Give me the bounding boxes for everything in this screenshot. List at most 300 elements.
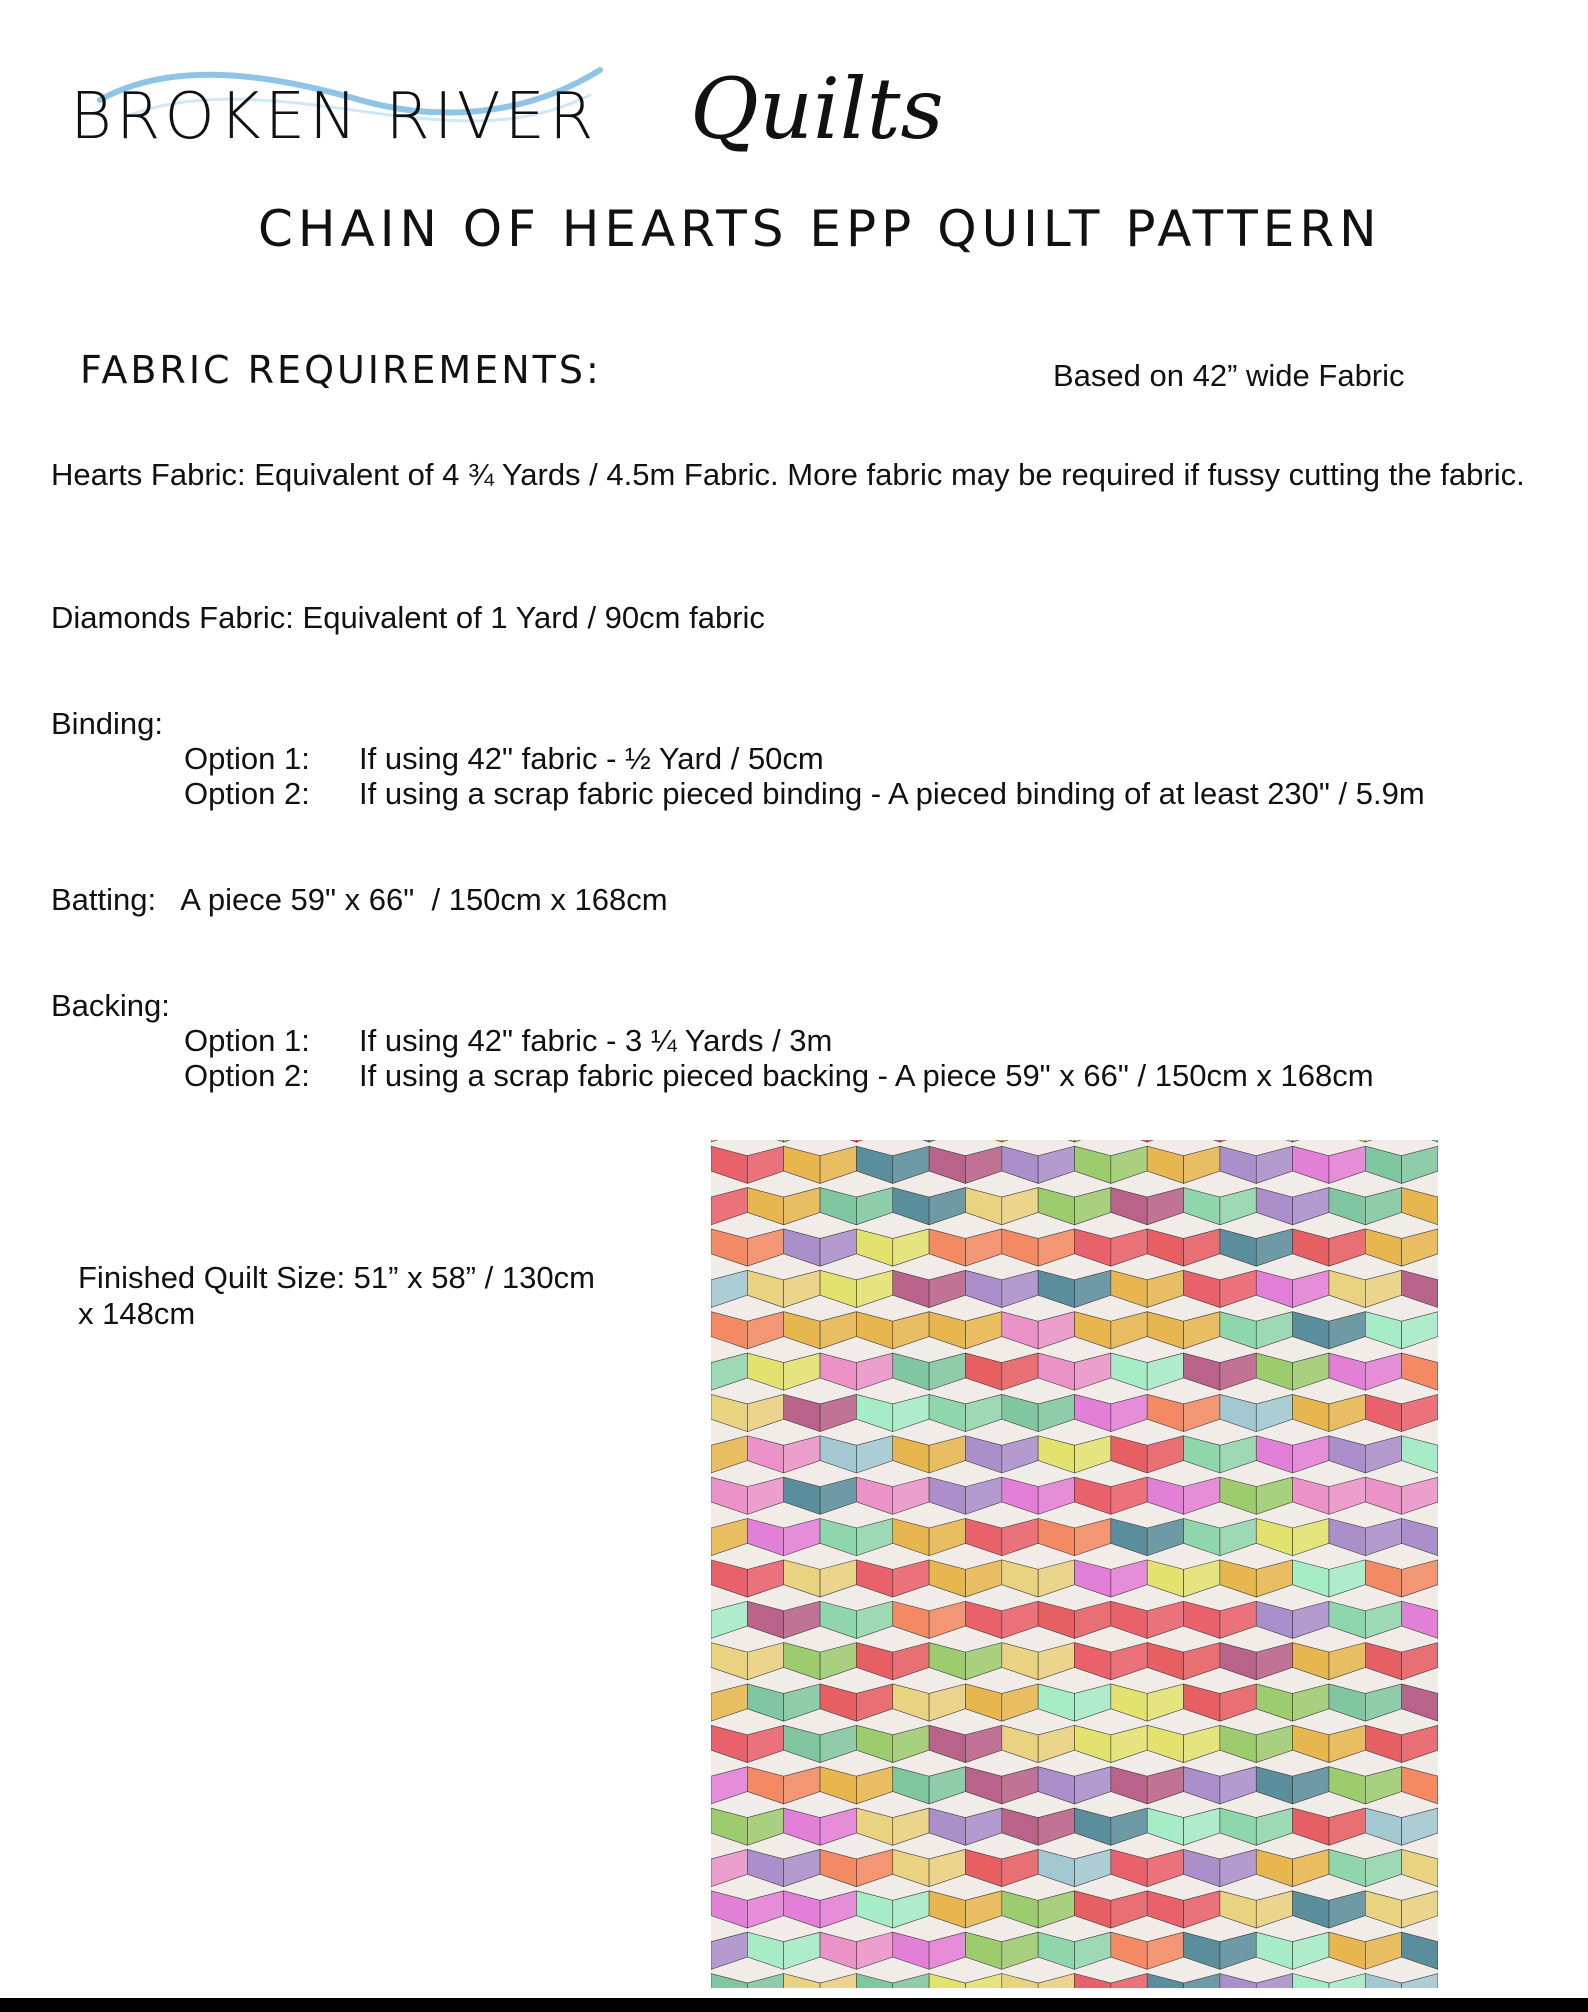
heart-half [1220, 1808, 1256, 1845]
heart-half [1038, 1684, 1074, 1721]
heart-half [1184, 1270, 1220, 1307]
heart-half [1329, 1684, 1365, 1721]
heart-half [1256, 1394, 1292, 1431]
fabric-requirements-heading: FABRIC REQUIREMENTS: [80, 348, 602, 392]
heart-half [1329, 1353, 1365, 1390]
heart-half [1220, 1767, 1256, 1804]
heart-half [1111, 1518, 1147, 1555]
heart-half [1038, 1188, 1074, 1225]
heart-half [747, 1312, 783, 1349]
heart-half [820, 1643, 856, 1680]
heart-half [893, 1849, 929, 1886]
heart-half [711, 1601, 747, 1638]
heart-half [1038, 1312, 1074, 1349]
heart-half [1075, 1725, 1111, 1762]
heart-half [856, 1974, 892, 1988]
heart-half [747, 1477, 783, 1514]
heart-half [1293, 1684, 1329, 1721]
heart-half [1402, 1560, 1438, 1597]
heart-half [1111, 1601, 1147, 1638]
heart-half [1147, 1140, 1183, 1142]
heart-half [711, 1229, 747, 1266]
heart-half [1329, 1932, 1365, 1969]
heart-half [1147, 1601, 1183, 1638]
heart-half [820, 1312, 856, 1349]
heart-half [747, 1436, 783, 1473]
heart-half [1402, 1270, 1438, 1307]
heart-half [1365, 1560, 1401, 1597]
heart-half [784, 1477, 820, 1514]
heart-half [784, 1146, 820, 1183]
heart-half [1184, 1140, 1220, 1142]
heart-half [1002, 1353, 1038, 1390]
heart-half [1111, 1767, 1147, 1804]
heart-half [1402, 1518, 1438, 1555]
heart-half [784, 1312, 820, 1349]
heart-half [1365, 1312, 1401, 1349]
option-label: Option 2: [184, 1058, 310, 1093]
heart-half [893, 1353, 929, 1390]
heart-half [893, 1518, 929, 1555]
heart-half [1256, 1601, 1292, 1638]
heart-half [1038, 1725, 1074, 1762]
heart-half [1147, 1808, 1183, 1845]
heart-half [747, 1146, 783, 1183]
heart-half [1002, 1974, 1038, 1988]
heart-half [1293, 1140, 1329, 1142]
heart-half [1220, 1974, 1256, 1988]
heart-half [1329, 1229, 1365, 1266]
heart-half [1220, 1684, 1256, 1721]
heart-half [820, 1974, 856, 1988]
heart-half [929, 1353, 965, 1390]
heart-half [1147, 1560, 1183, 1597]
heart-half [820, 1808, 856, 1845]
heart-half [1075, 1477, 1111, 1514]
heart-half [1075, 1560, 1111, 1597]
heart-half [1365, 1518, 1401, 1555]
heart-half [1147, 1229, 1183, 1266]
heart-half [856, 1140, 892, 1142]
heart-half [1147, 1353, 1183, 1390]
heart-half [1075, 1808, 1111, 1845]
heart-half [1402, 1808, 1438, 1845]
heart-half [1256, 1477, 1292, 1514]
heart-half [711, 1518, 747, 1555]
heart-half [711, 1684, 747, 1721]
brand-logo [70, 60, 970, 170]
heart-half [1075, 1767, 1111, 1804]
heart-half [1038, 1353, 1074, 1390]
heart-half [1075, 1394, 1111, 1431]
heart-half [1184, 1560, 1220, 1597]
heart-half [1184, 1643, 1220, 1680]
heart-half [1038, 1560, 1074, 1597]
heart-half [1365, 1394, 1401, 1431]
heart-half [1220, 1725, 1256, 1762]
heart-half [1256, 1725, 1292, 1762]
heart-half [929, 1932, 965, 1969]
heart-half [820, 1684, 856, 1721]
heart-half [856, 1849, 892, 1886]
heart-half [1111, 1974, 1147, 1988]
heart-half [1038, 1932, 1074, 1969]
heart-half [711, 1477, 747, 1514]
heart-half [784, 1188, 820, 1225]
heart-half [929, 1394, 965, 1431]
heart-half [856, 1477, 892, 1514]
heart-half [820, 1601, 856, 1638]
heart-half [1293, 1643, 1329, 1680]
heart-half [1220, 1560, 1256, 1597]
heart-half [1329, 1808, 1365, 1845]
heart-half [1220, 1891, 1256, 1928]
heart-half [1184, 1974, 1220, 1988]
heart-half [1111, 1477, 1147, 1514]
heart-half [1293, 1725, 1329, 1762]
heart-half [1293, 1808, 1329, 1845]
heart-half [856, 1436, 892, 1473]
heart-half [1075, 1270, 1111, 1307]
heart-half [1220, 1643, 1256, 1680]
heart-half [1293, 1394, 1329, 1431]
heart-half [1002, 1477, 1038, 1514]
heart-half [1075, 1849, 1111, 1886]
brand-name: BROKEN RIVER [70, 80, 598, 154]
heart-half [965, 1891, 1001, 1928]
heart-half [1147, 1849, 1183, 1886]
heart-half [820, 1891, 856, 1928]
heart-half [1002, 1725, 1038, 1762]
option-label: Option 1: [184, 741, 310, 776]
heart-half [856, 1560, 892, 1597]
heart-half [1365, 1436, 1401, 1473]
heart-half [1293, 1146, 1329, 1183]
heart-half [820, 1140, 856, 1142]
heart-half [1402, 1436, 1438, 1473]
heart-half [1256, 1270, 1292, 1307]
heart-half [1293, 1353, 1329, 1390]
heart-half [1147, 1725, 1183, 1762]
option-text: If using 42" fabric - 3 ¼ Yards / 3m [359, 1023, 833, 1058]
heart-half [1293, 1974, 1329, 1988]
binding-option-2 [184, 776, 1584, 811]
heart-half [784, 1518, 820, 1555]
heart-half [1256, 1849, 1292, 1886]
heart-half [747, 1849, 783, 1886]
heart-half [820, 1353, 856, 1390]
heart-half [1329, 1518, 1365, 1555]
heart-half [1075, 1229, 1111, 1266]
heart-half [1184, 1188, 1220, 1225]
heart-half [929, 1477, 965, 1514]
heart-half [784, 1974, 820, 1988]
heart-half [747, 1188, 783, 1225]
heart-half [1038, 1643, 1074, 1680]
heart-half [1111, 1146, 1147, 1183]
heart-half [1329, 1312, 1365, 1349]
heart-half [1147, 1436, 1183, 1473]
heart-half [1111, 1891, 1147, 1928]
heart-half [784, 1560, 820, 1597]
heart-half [1075, 1312, 1111, 1349]
heart-half [711, 1643, 747, 1680]
heart-half [1329, 1849, 1365, 1886]
heart-half [1293, 1270, 1329, 1307]
heart-half [929, 1436, 965, 1473]
heart-half [1147, 1891, 1183, 1928]
heart-half [820, 1146, 856, 1183]
heart-half [784, 1436, 820, 1473]
heart-half [1075, 1601, 1111, 1638]
heart-half [1220, 1849, 1256, 1886]
binding-label: Binding: [51, 706, 164, 741]
heart-half [747, 1270, 783, 1307]
heart-half [747, 1891, 783, 1928]
heart-half [1293, 1560, 1329, 1597]
heart-half [747, 1684, 783, 1721]
heart-half [1256, 1932, 1292, 1969]
heart-half [784, 1849, 820, 1886]
heart-half [784, 1229, 820, 1266]
pattern-title: CHAIN OF HEARTS EPP QUILT PATTERN [258, 200, 1382, 258]
heart-half [1365, 1684, 1401, 1721]
heart-half [1220, 1270, 1256, 1307]
heart-half [893, 1270, 929, 1307]
heart-half [784, 1767, 820, 1804]
diamonds-fabric-requirement: Diamonds Fabric: Equivalent of 1 Yard / 90cm fabric [51, 600, 765, 635]
heart-half [1002, 1146, 1038, 1183]
heart-half [1256, 1808, 1292, 1845]
heart-half [893, 1560, 929, 1597]
heart-half [856, 1270, 892, 1307]
heart-half [820, 1477, 856, 1514]
heart-half [893, 1477, 929, 1514]
heart-half [711, 1560, 747, 1597]
fabric-width-note: Based on 42” wide Fabric [1053, 358, 1405, 393]
heart-half [1038, 1229, 1074, 1266]
heart-half [929, 1808, 965, 1845]
heart-half [711, 1140, 747, 1142]
heart-half [965, 1725, 1001, 1762]
heart-half [1147, 1932, 1183, 1969]
heart-half [965, 1518, 1001, 1555]
heart-half [965, 1932, 1001, 1969]
heart-half [1329, 1394, 1365, 1431]
heart-half [929, 1725, 965, 1762]
heart-half [856, 1601, 892, 1638]
heart-half [1256, 1140, 1292, 1142]
heart-half [711, 1312, 747, 1349]
heart-half [1402, 1188, 1438, 1225]
heart-half [1402, 1725, 1438, 1762]
heart-half [1293, 1932, 1329, 1969]
heart-half [1002, 1394, 1038, 1431]
heart-half [747, 1353, 783, 1390]
heart-half [1220, 1518, 1256, 1555]
heart-half [784, 1725, 820, 1762]
heart-half [1329, 1140, 1365, 1142]
heart-half [929, 1891, 965, 1928]
binding-options [184, 741, 1584, 813]
heart-half [1329, 1560, 1365, 1597]
option-label: Option 1: [184, 1023, 310, 1058]
heart-half [965, 1229, 1001, 1266]
heart-half [929, 1767, 965, 1804]
heart-half [1111, 1436, 1147, 1473]
heart-half [711, 1725, 747, 1762]
heart-half [1329, 1601, 1365, 1638]
heart-half [856, 1394, 892, 1431]
heart-half [1111, 1188, 1147, 1225]
heart-half [747, 1974, 783, 1988]
heart-half [965, 1643, 1001, 1680]
heart-half [893, 1767, 929, 1804]
heart-half [1293, 1849, 1329, 1886]
heart-half [856, 1518, 892, 1555]
heart-half [1184, 1601, 1220, 1638]
heart-half [1329, 1643, 1365, 1680]
heart-half [1184, 1684, 1220, 1721]
heart-half [1111, 1270, 1147, 1307]
option-text: If using a scrap fabric pieced binding - A pieced binding of at least 230" / 5.9m [359, 776, 1425, 811]
heart-half [1075, 1146, 1111, 1183]
heart-half [1038, 1767, 1074, 1804]
heart-half [1111, 1643, 1147, 1680]
heart-half [965, 1394, 1001, 1431]
heart-half [747, 1394, 783, 1431]
heart-half [1111, 1140, 1147, 1142]
heart-half [1038, 1518, 1074, 1555]
page-footer-bar [0, 1998, 1588, 2012]
heart-half [820, 1767, 856, 1804]
heart-half [711, 1767, 747, 1804]
heart-half [784, 1891, 820, 1928]
heart-half [856, 1146, 892, 1183]
heart-half [1365, 1146, 1401, 1183]
heart-half [1220, 1229, 1256, 1266]
heart-half [1365, 1891, 1401, 1928]
heart-half [965, 1270, 1001, 1307]
heart-half [929, 1188, 965, 1225]
backing-options [184, 1023, 1584, 1095]
heart-half [1147, 1270, 1183, 1307]
heart-half [1075, 1974, 1111, 1988]
heart-half [1147, 1394, 1183, 1431]
heart-half [893, 1725, 929, 1762]
heart-half [1220, 1353, 1256, 1390]
heart-half [1293, 1312, 1329, 1349]
heart-half [820, 1229, 856, 1266]
batting-requirement: Batting: A piece 59" x 66" / 150cm x 168cm [51, 882, 668, 917]
heart-half [1075, 1643, 1111, 1680]
heart-half [1365, 1932, 1401, 1969]
heart-half [965, 1560, 1001, 1597]
heart-half [1002, 1684, 1038, 1721]
heart-half [820, 1188, 856, 1225]
heart-half [965, 1767, 1001, 1804]
heart-half [1402, 1312, 1438, 1349]
heart-half [1402, 1932, 1438, 1969]
heart-half [1365, 1270, 1401, 1307]
heart-half [784, 1932, 820, 1969]
heart-half [1256, 1891, 1292, 1928]
heart-half [1293, 1767, 1329, 1804]
heart-half [893, 1146, 929, 1183]
heart-half [893, 1188, 929, 1225]
heart-half [784, 1601, 820, 1638]
quilt-hearts-pattern [711, 1140, 1438, 1988]
binding-option-1 [184, 741, 1584, 776]
heart-half [1293, 1229, 1329, 1266]
heart-half [893, 1684, 929, 1721]
heart-half [893, 1974, 929, 1988]
heart-half [1147, 1477, 1183, 1514]
heart-half [1220, 1436, 1256, 1473]
heart-half [929, 1140, 965, 1142]
heart-half [820, 1270, 856, 1307]
heart-half [1038, 1974, 1074, 1988]
heart-half [856, 1725, 892, 1762]
heart-half [929, 1270, 965, 1307]
heart-half [1256, 1312, 1292, 1349]
heart-half [1220, 1601, 1256, 1638]
heart-half [1002, 1643, 1038, 1680]
heart-half [1184, 1808, 1220, 1845]
heart-half [784, 1394, 820, 1431]
heart-half [820, 1436, 856, 1473]
heart-half [1038, 1891, 1074, 1928]
heart-half [1002, 1270, 1038, 1307]
heart-half [1220, 1312, 1256, 1349]
heart-half [747, 1725, 783, 1762]
heart-half [1365, 1767, 1401, 1804]
heart-half [820, 1518, 856, 1555]
heart-half [820, 1394, 856, 1431]
heart-half [711, 1353, 747, 1390]
heart-half [893, 1229, 929, 1266]
heart-half [784, 1270, 820, 1307]
heart-half [1184, 1725, 1220, 1762]
heart-half [1038, 1394, 1074, 1431]
heart-half [856, 1353, 892, 1390]
heart-half [965, 1188, 1001, 1225]
heart-half [1111, 1560, 1147, 1597]
heart-half [1293, 1518, 1329, 1555]
heart-half [747, 1808, 783, 1845]
heart-half [1256, 1560, 1292, 1597]
heart-half [1038, 1140, 1074, 1142]
heart-half [1002, 1518, 1038, 1555]
heart-half [747, 1229, 783, 1266]
heart-half [747, 1518, 783, 1555]
heart-half [1075, 1436, 1111, 1473]
heart-half [1038, 1477, 1074, 1514]
heart-half [1220, 1932, 1256, 1969]
finished-quilt-size: Finished Quilt Size: 51” x 58” / 130cm x 148cm [78, 1260, 595, 1331]
heart-half [1147, 1643, 1183, 1680]
heart-half [1365, 1849, 1401, 1886]
heart-half [965, 1353, 1001, 1390]
heart-half [1147, 1312, 1183, 1349]
heart-half [1402, 1140, 1438, 1142]
heart-half [1002, 1229, 1038, 1266]
heart-half [856, 1891, 892, 1928]
heart-half [1038, 1849, 1074, 1886]
heart-half [929, 1312, 965, 1349]
heart-half [1038, 1808, 1074, 1845]
heart-half [1220, 1140, 1256, 1142]
